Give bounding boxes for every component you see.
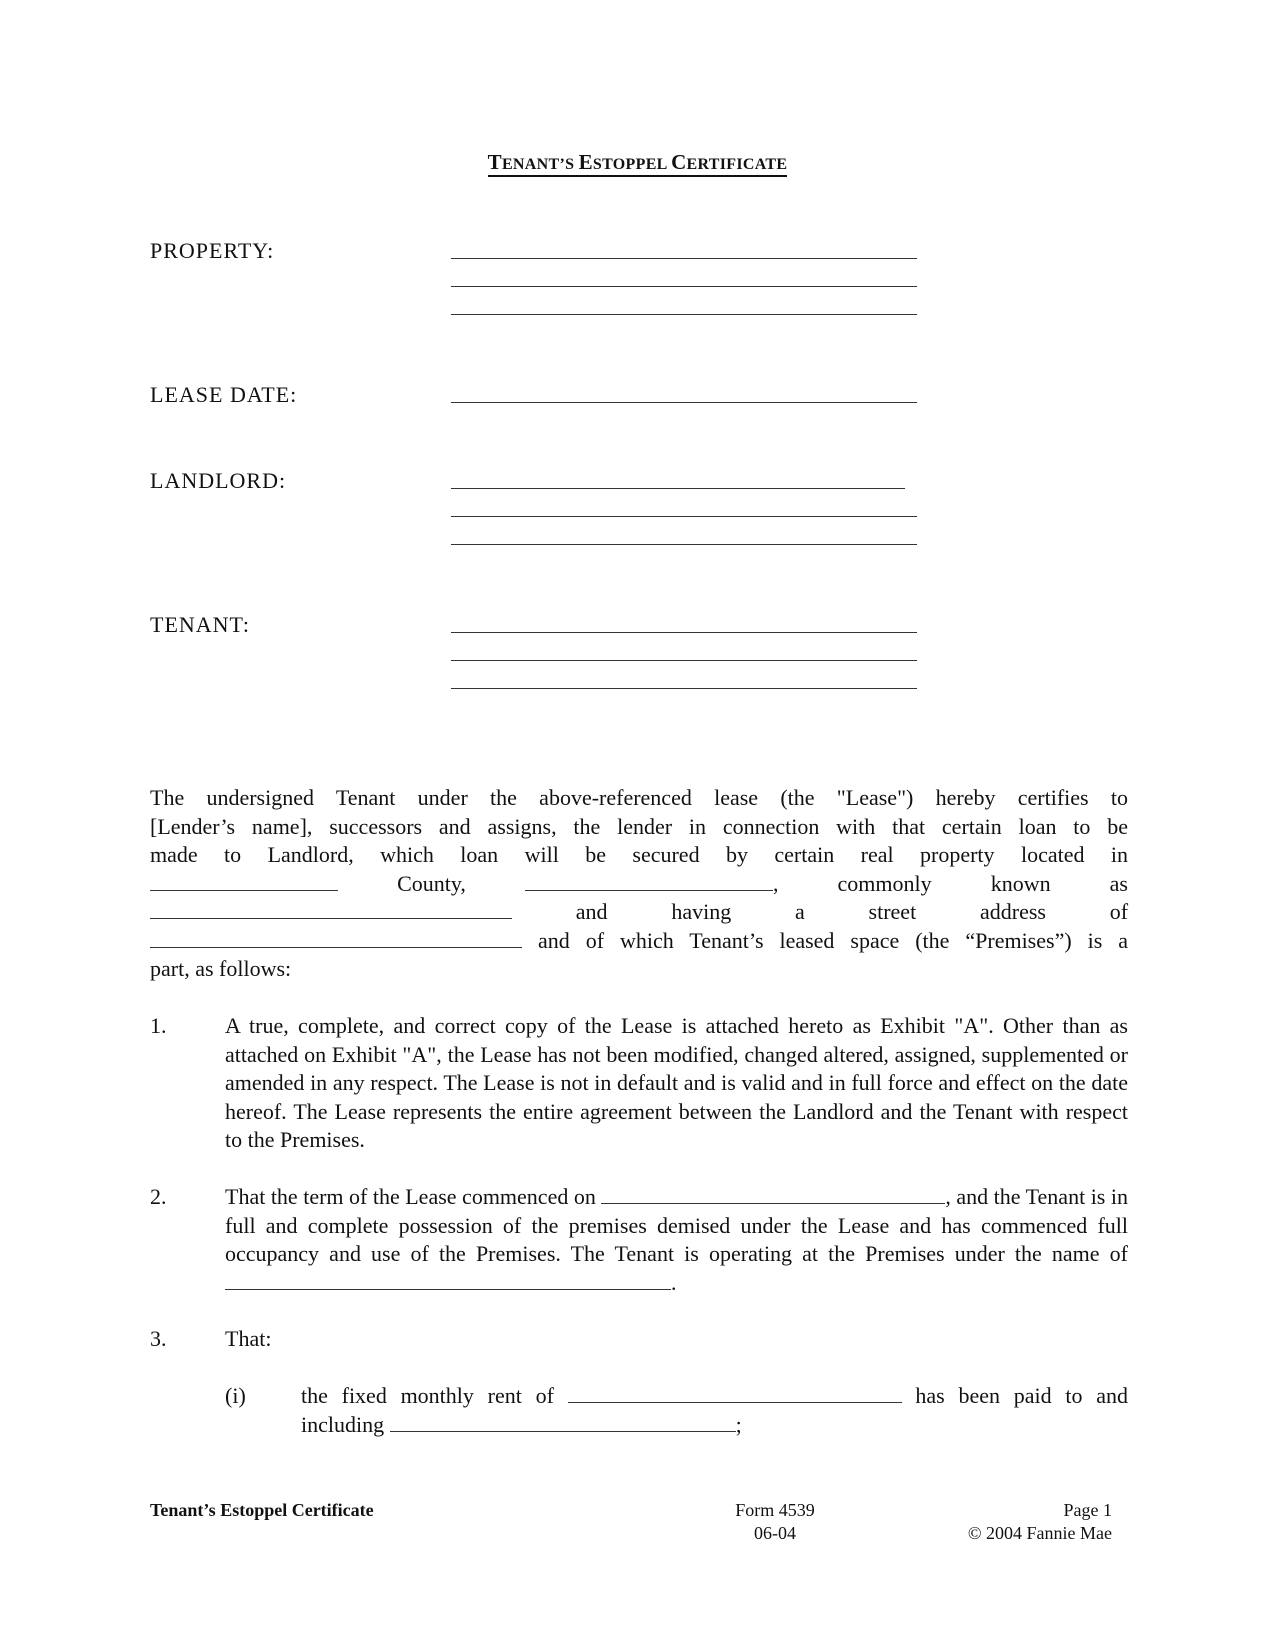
sub-clause-text: ; <box>735 1411 742 1437</box>
document-title <box>0 150 1275 175</box>
intro-word: having <box>671 899 732 924</box>
sub-clause-text: including <box>301 1411 385 1437</box>
property-label: PROPERTY: <box>150 238 275 263</box>
clause-content <box>225 1183 1128 1297</box>
landlord-line-3[interactable] <box>451 544 917 545</box>
tenant-line-2[interactable] <box>451 660 917 661</box>
intro-word: a <box>795 899 805 924</box>
lease-date-line[interactable] <box>451 402 917 403</box>
intro-word: street <box>868 899 917 924</box>
street-address-blank[interactable] <box>150 927 522 948</box>
landlord-label: LANDLORD: <box>150 468 287 493</box>
clause-text: A true, complete, and correct copy of the Lease is attached hereto as Exhibit "A". Other than as attached on Exhibit "A", the Lease has not been modified, changed altered, assigned, supplemented or amended in any respect. The Lease is not in default and is valid and in full force and effect on the date hereof. The Lease represents the entire agreement between the Landlord and the Tenant with respect to the Premises. <box>225 1013 1128 1152</box>
title-part: T <box>487 150 502 174</box>
sub-clause-content <box>301 1382 1128 1439</box>
intro-line: [Lender’s name], successors and assigns, the lender in connection with that certain loan to be <box>150 813 1128 839</box>
sub-clause-line <box>301 1382 1128 1411</box>
footer-form-date: 06-04 <box>754 1523 796 1543</box>
clause-3 <box>150 1325 1128 1354</box>
intro-word: of <box>1109 899 1129 924</box>
title-part: ERTIFICATE <box>686 156 788 173</box>
sub-clause-text: has been paid to and <box>915 1383 1129 1408</box>
intro-word: known <box>990 870 1051 896</box>
clause-number: 2. <box>150 1184 167 1209</box>
intro-word: and <box>575 899 608 924</box>
clause-text: That the term of the Lease commenced on <box>225 1184 596 1209</box>
tenant-line-1[interactable] <box>451 632 917 633</box>
landlord-line-1[interactable] <box>451 488 905 489</box>
tenant-label: TENANT: <box>150 612 250 637</box>
property-line-1[interactable] <box>451 258 917 259</box>
known-as-blank[interactable] <box>150 898 512 919</box>
title-part: ’S <box>559 156 579 173</box>
intro-word: and of which Tenant’s leased space (the “Premises”) is a <box>537 927 1129 953</box>
intro-line <box>150 870 1128 899</box>
clause-1 <box>150 1012 1128 1155</box>
tenant-line-3[interactable] <box>451 688 917 689</box>
property-line-3[interactable] <box>451 314 917 315</box>
operating-name-blank[interactable] <box>225 1269 671 1290</box>
intro-line: The undersigned Tenant under the above-referenced lease (the "Lease") hereby certifies to <box>150 785 1128 810</box>
intro-word: address <box>979 899 1046 924</box>
intro-word: commonly <box>837 870 932 896</box>
intro-line: made to Landlord, which loan will be secured by certain real property located in <box>150 842 1128 867</box>
landlord-line-2[interactable] <box>451 516 917 517</box>
clause-text: , and the <box>945 1184 1021 1209</box>
intro-line <box>150 927 1128 956</box>
title-part: C <box>671 150 687 174</box>
monthly-rent-blank[interactable] <box>568 1382 902 1403</box>
intro-line: part, as follows: <box>150 956 292 981</box>
clause-text: . <box>671 1269 677 1295</box>
title-part: ENANT <box>501 156 560 173</box>
intro-word: as <box>1109 870 1128 896</box>
clause-3-sub-i <box>225 1382 1128 1439</box>
property-line-2[interactable] <box>451 286 917 287</box>
footer-title: Tenant’s Estoppel Certificate <box>150 1500 374 1520</box>
sub-clause-text: the fixed monthly rent of <box>301 1383 554 1408</box>
lease-date-label: LEASE DATE: <box>150 382 298 407</box>
intro-line <box>150 898 1128 927</box>
clause-2 <box>150 1183 1128 1297</box>
sub-clause-number: (i) <box>225 1383 246 1408</box>
clause-text: Tenant is in full and complete possession of the premises demised under the Lease and has commenced full occupancy and use of the Premises. The Tenant is operating at the Premises under the name of <box>225 1184 1128 1266</box>
footer-form-number: Form 4539 <box>735 1500 815 1520</box>
title-part: STOPPEL <box>592 156 672 173</box>
footer-page-number: Page 1 <box>1063 1500 1112 1520</box>
paid-through-blank[interactable] <box>390 1411 736 1432</box>
commencement-date-blank[interactable] <box>601 1183 945 1204</box>
state-blank-group <box>525 871 779 896</box>
county-blank[interactable] <box>150 870 338 891</box>
title-part: E <box>578 150 593 174</box>
sub-clause-line <box>301 1411 1128 1440</box>
intro-word: County, <box>397 870 466 896</box>
intro-word: , <box>772 870 779 896</box>
intro-paragraph <box>150 784 1128 984</box>
clause-number: 1. <box>150 1013 167 1038</box>
footer-copyright: © 2004 Fannie Mae <box>967 1523 1112 1543</box>
clause-text: That: <box>225 1326 272 1351</box>
state-blank[interactable] <box>525 870 773 891</box>
clause-number: 3. <box>150 1326 167 1351</box>
